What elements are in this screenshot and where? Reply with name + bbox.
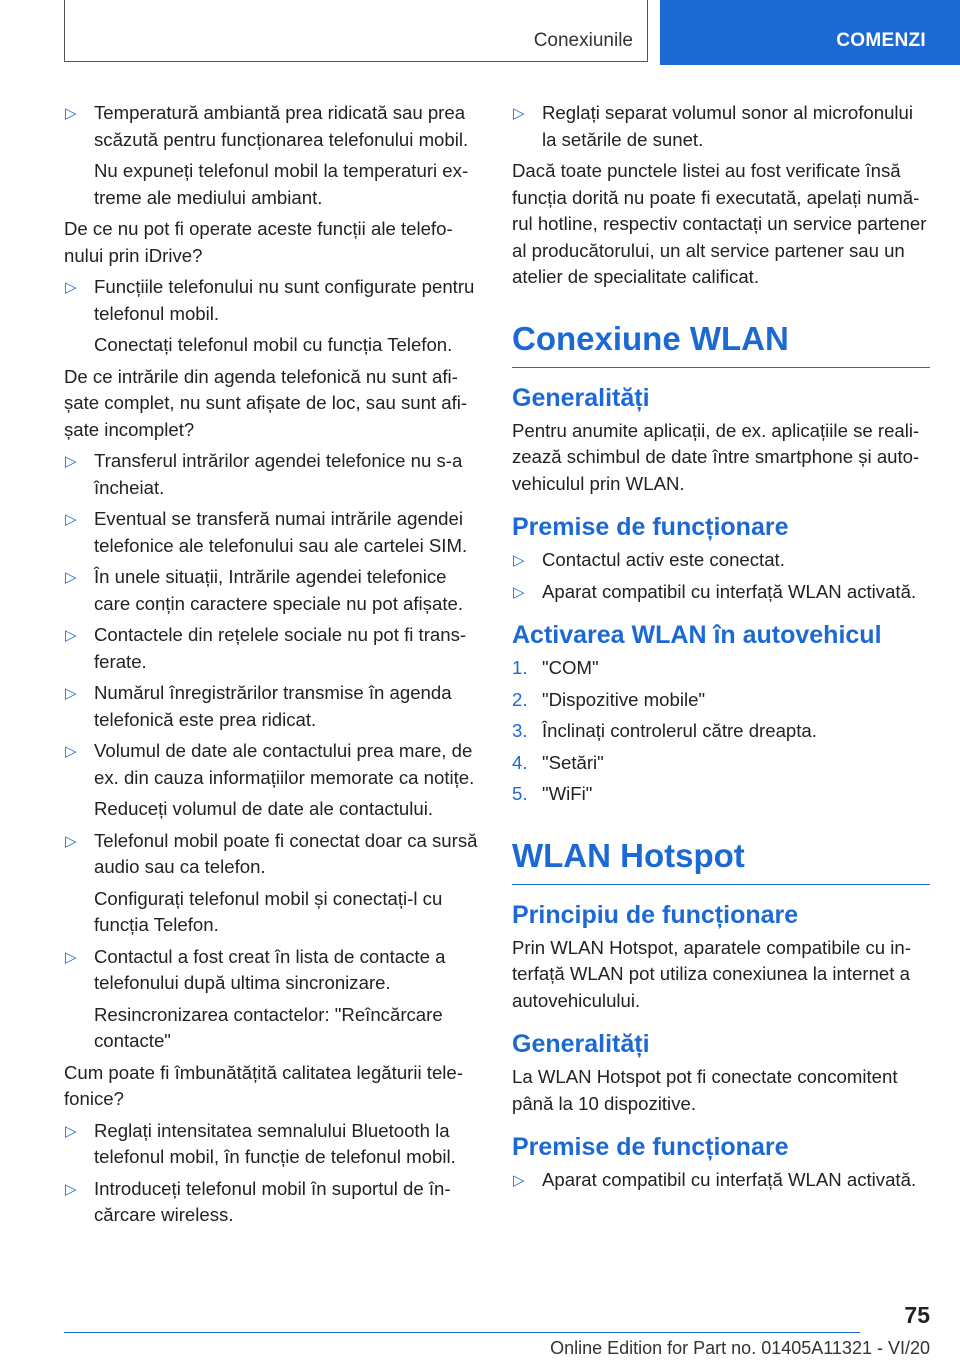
list-item: ▷ Volumul de date ale contactului prea mare, de ex. din cauza informațiilor memorate ca notițe. xyxy=(65,740,475,788)
list-item: ▷ Transferul intrărilor agendei telefonice nu s-a încheiat. xyxy=(65,450,463,498)
bullet-triangle-icon: ▷ xyxy=(65,948,77,966)
bullet-triangle-icon: ▷ xyxy=(65,743,77,760)
bullet-triangle-icon: ▷ xyxy=(513,552,525,569)
question-text: De ce nu pot fi operate aceste funcții ale telefonului prin iDrive? xyxy=(64,218,453,266)
footer-divider xyxy=(64,1332,860,1333)
list-item: ▷ Telefonul mobil poate fi conectat doar ca sursă audio sau ca telefon. xyxy=(65,829,478,877)
section-header-box xyxy=(64,0,648,62)
remedy-text: Resincronizarea contactelor: "Reîncărcare contacte" xyxy=(94,1003,443,1051)
list-item: ▷ Aparat compatibil cu interfață WLAN activată. xyxy=(512,1167,930,1194)
bullet-triangle-icon: ▷ xyxy=(65,511,77,528)
step-number: 3. xyxy=(512,720,528,741)
list-item: ▷ Introduceți telefonul mobil în suportul de încărcare wireless. xyxy=(65,1177,451,1225)
page-number: 75 xyxy=(904,1302,930,1328)
step-number: 2. xyxy=(512,688,528,710)
step-number: 5. xyxy=(512,783,528,804)
list-item: ▷ În unele situații, Intrările agendei telefonice care conțin caractere speciale nu pot afișate. xyxy=(65,566,463,614)
list-item: ▷ Aparat compatibil cu interfață WLAN activată. xyxy=(512,579,930,606)
page-header xyxy=(0,0,960,66)
subheading-general: Generalități xyxy=(512,383,650,412)
step-number: 4. xyxy=(512,751,528,773)
paragraph: Prin WLAN Hotspot, aparatele compatibile cu interfață WLAN pot utiliza conexiunea la internet a autovehiculului. xyxy=(512,936,911,1011)
bullet-triangle-icon: ▷ xyxy=(513,105,525,122)
subheading-principle: Principiu de funcționare xyxy=(512,900,799,929)
step-item: 1. "COM" xyxy=(512,655,930,682)
bullet-triangle-icon: ▷ xyxy=(65,569,77,586)
question-text: Cum poate fi îmbunătățită calitatea legăturii telefonice? xyxy=(64,1061,463,1109)
remedy-text: Reduceți volumul de date ale contactului. xyxy=(94,798,434,819)
bullet-triangle-icon: ▷ xyxy=(513,1172,525,1189)
bullet-triangle-icon: ▷ xyxy=(65,1180,77,1198)
list-item: ▷ Numărul înregistrărilor transmise în agenda telefonică este prea ridicat. xyxy=(65,682,452,730)
paragraph: Dacă toate punctele listei au fost verificate însă funcția dorită nu poate fi executată, apelați numărul hotline, respectiv contactați un service partener al producătorului, un alt service partener sau un atelier de specialitate calificat. xyxy=(512,160,927,287)
bullet-triangle-icon: ▷ xyxy=(65,1122,77,1140)
bullet-triangle-icon: ▷ xyxy=(65,627,77,644)
chapter-tab[interactable] xyxy=(660,0,960,65)
question-text: De ce intrările din agenda telefonică nu sunt afișate complet, nu sunt afișate de loc, sau sunt afișate incomplet? xyxy=(64,365,468,440)
step-item: 2. "Dispozitive mobile" xyxy=(512,687,930,714)
paragraph: La WLAN Hotspot pot fi conectate concomitent până la 10 dispozitive. xyxy=(512,1066,898,1114)
step-item: 3. Înclinați controlerul către dreapta. xyxy=(512,718,930,745)
left-column xyxy=(64,100,480,1234)
chapter-tab-label: COMENZI xyxy=(836,30,926,51)
bullet-triangle-icon: ▷ xyxy=(65,279,77,296)
remedy-text: Configurați telefonul mobil și conectați-l cu funcția Telefon. xyxy=(94,887,443,935)
bullet-triangle-icon: ▷ xyxy=(65,685,77,702)
edition-text: Online Edition for Part no. 01405A11321 - VI/20 xyxy=(550,1338,930,1358)
section-heading-wlan: Conexiune WLAN xyxy=(512,319,930,368)
subheading-general: Generalități xyxy=(512,1030,650,1058)
subheading-activation: Activarea WLAN în autovehicul xyxy=(512,621,882,649)
list-item: ▷ Eventual se transferă numai intrările agendei telefonice ale telefonului sau ale cartelei SIM. xyxy=(65,508,468,556)
list-item: ▷ Temperatură ambiantă prea ridicată sau prea scăzută pentru funcționarea telefonului mobil. xyxy=(65,102,469,150)
bullet-triangle-icon: ▷ xyxy=(65,105,77,122)
subheading-prerequisites: Premise de funcționare xyxy=(512,513,789,541)
step-number: 1. xyxy=(512,657,528,678)
subheading-prerequisites: Premise de funcționare xyxy=(512,1133,789,1161)
step-item: 4. "Setări" xyxy=(512,750,930,777)
list-item: ▷ Reglați intensitatea semnalului Bluetooth la telefonul mobil, în funcție de telefonul mobil. xyxy=(65,1119,456,1167)
list-item: ▷ Reglați separat volumul sonor al microfonului la setările de sunet. xyxy=(513,102,914,150)
list-item: ▷ Funcțiile telefonului nu sunt configurate pentru telefonul mobil. xyxy=(65,276,475,324)
list-item: ▷ Contactul activ este conectat. xyxy=(512,547,930,574)
list-item: ▷ Contactul a fost creat în lista de contacte a telefonului după ultima sincronizare. xyxy=(65,945,446,993)
section-title: Conexiunile xyxy=(533,30,633,51)
section-heading-hotspot: WLAN Hotspot xyxy=(512,836,930,885)
bullet-triangle-icon: ▷ xyxy=(513,583,525,601)
bullet-triangle-icon: ▷ xyxy=(65,832,77,850)
remedy-text: Conectați telefonul mobil cu funcția Telefon. xyxy=(94,334,453,355)
paragraph: Pentru anumite aplicații, de ex. aplicațiile se realizează schimbul de date între smartphone și autovehiculul prin WLAN. xyxy=(512,419,920,494)
list-item: ▷ Contactele din rețelele sociale nu pot fi transferate. xyxy=(65,624,467,672)
step-item: 5. "WiFi" xyxy=(512,781,930,808)
remedy-text: Nu expuneți telefonul mobil la temperaturi extreme ale mediului ambiant. xyxy=(94,160,469,208)
bullet-triangle-icon: ▷ xyxy=(65,453,77,470)
right-column xyxy=(512,100,930,1199)
